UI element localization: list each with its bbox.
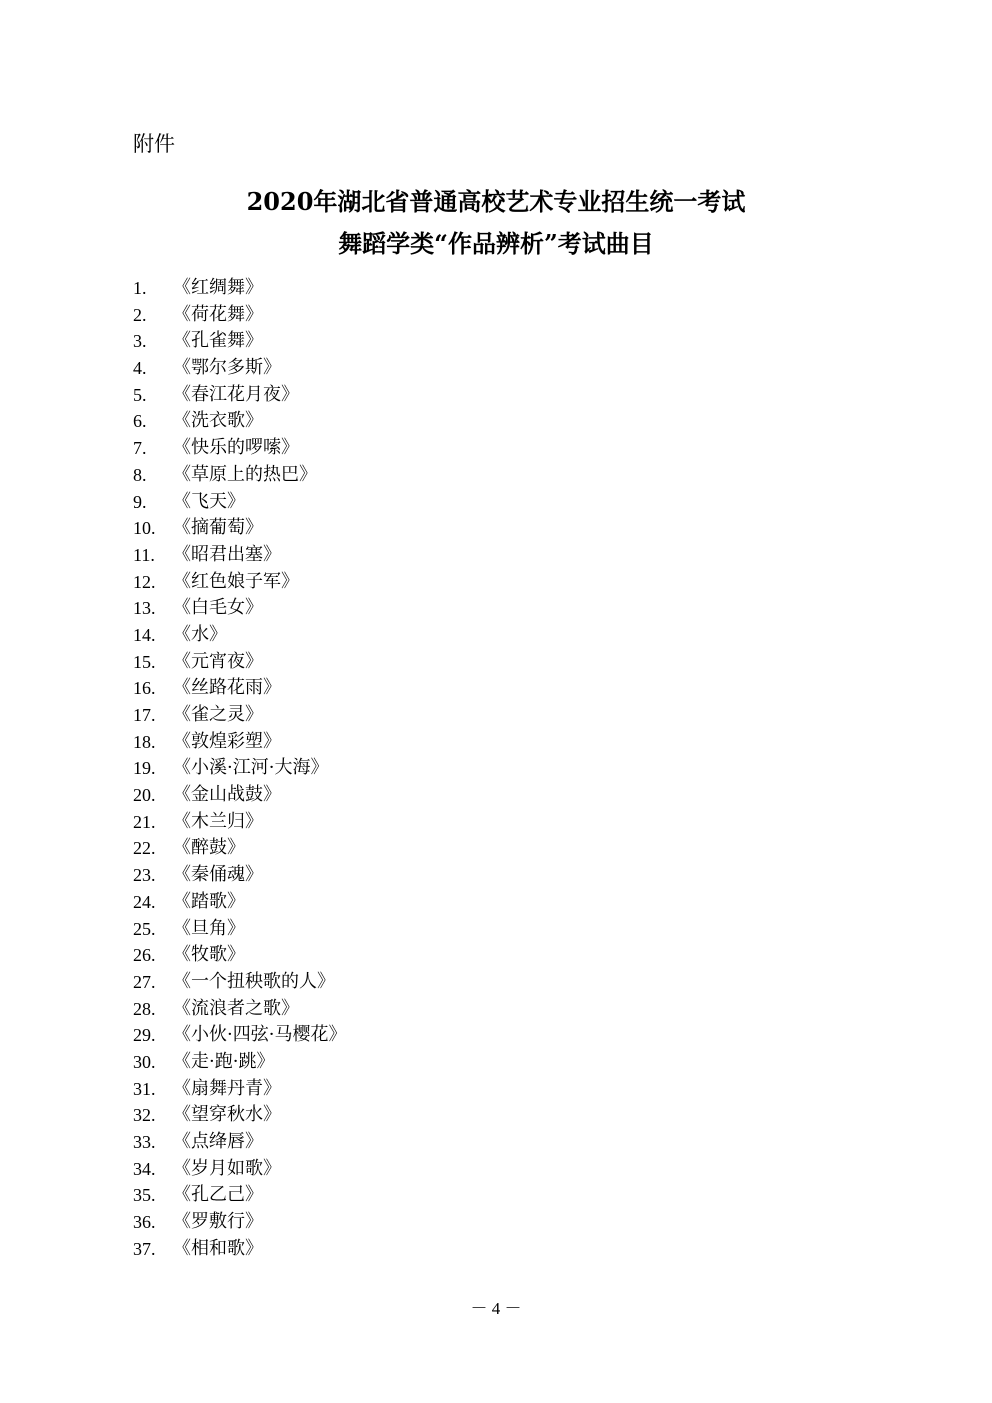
list-item <box>133 1076 346 1103</box>
list-item <box>133 942 346 969</box>
list-item-title: 《走·跑·跳》 <box>173 1050 275 1072</box>
list-item-number: 15. <box>133 651 156 672</box>
list-item-number: 5. <box>133 384 147 405</box>
list-item <box>133 408 346 435</box>
list-item-title: 《昭君出塞》 <box>173 543 281 565</box>
list-item <box>133 1156 346 1183</box>
list-item-number: 7. <box>133 438 147 459</box>
list-item-number: 3. <box>133 331 147 352</box>
attachment-label: 附件 <box>133 132 175 156</box>
list-item <box>133 1049 346 1076</box>
list-item <box>133 1236 346 1263</box>
list-item-number: 19. <box>133 758 156 779</box>
list-item <box>133 996 346 1023</box>
list-item <box>133 569 346 596</box>
list-item-title: 《相和歌》 <box>173 1237 263 1259</box>
list-item-number: 4. <box>133 358 147 379</box>
list-item <box>133 275 346 302</box>
list-item <box>133 889 346 916</box>
list-item <box>133 355 346 382</box>
list-item-title: 《扇舞丹青》 <box>173 1077 281 1099</box>
list-item-number: 12. <box>133 571 156 592</box>
list-item-title: 《岁月如歌》 <box>173 1157 281 1179</box>
list-item-number: 36. <box>133 1212 156 1233</box>
list-item <box>133 1129 346 1156</box>
list-item-title: 《木兰归》 <box>173 810 263 832</box>
list-item-title: 《雀之灵》 <box>173 704 263 725</box>
list-item-number: 21. <box>133 811 156 832</box>
list-item-number: 32. <box>133 1105 156 1126</box>
program-list <box>133 275 346 1262</box>
list-item-number: 23. <box>133 865 156 886</box>
list-item-title: 《鄂尔多斯》 <box>173 357 281 379</box>
list-item-number: 27. <box>133 971 156 992</box>
list-item-number: 31. <box>133 1078 156 1099</box>
list-item <box>133 969 346 996</box>
list-item-title: 《秦俑魂》 <box>173 864 263 886</box>
list-item-number: 1. <box>133 278 147 298</box>
document-title-line-1: 2020年湖北省普通高校艺术专业招生统一考试 <box>246 187 746 216</box>
list-item-title: 《点绛唇》 <box>173 1131 263 1152</box>
list-item <box>133 782 346 809</box>
list-item-number: 9. <box>133 491 147 512</box>
page-number: － 4 － <box>470 1299 522 1318</box>
list-item-number: 33. <box>133 1132 156 1152</box>
list-item-number: 17. <box>133 705 156 725</box>
list-item-title: 《流浪者之歌》 <box>173 997 299 1019</box>
list-item-title: 《丝路花雨》 <box>173 677 281 699</box>
list-item <box>133 729 346 756</box>
list-item <box>133 649 346 676</box>
list-item <box>133 542 346 569</box>
list-item-number: 10. <box>133 518 156 539</box>
list-item-number: 37. <box>133 1238 156 1259</box>
list-item <box>133 515 346 542</box>
list-item <box>133 755 346 782</box>
list-item <box>133 1209 346 1236</box>
list-item-number: 34. <box>133 1158 156 1179</box>
list-item <box>133 675 346 702</box>
list-item-title: 《飞天》 <box>173 490 245 512</box>
list-item-title: 《旦角》 <box>173 917 245 939</box>
list-item-title: 《金山战鼓》 <box>173 784 281 806</box>
list-item-title: 《望穿秋水》 <box>173 1104 281 1126</box>
list-item <box>133 1102 346 1129</box>
list-item-number: 18. <box>133 731 156 752</box>
list-item <box>133 835 346 862</box>
list-item-number: 35. <box>133 1185 156 1206</box>
list-item-title: 《小伙·四弦·马樱花》 <box>173 1024 347 1046</box>
list-item-title: 《摘葡萄》 <box>173 517 263 539</box>
list-item <box>133 435 346 462</box>
list-item-number: 22. <box>133 838 156 859</box>
list-item-title: 《荷花舞》 <box>173 303 263 325</box>
list-item-title: 《白毛女》 <box>173 597 263 619</box>
list-item <box>133 382 346 409</box>
list-item <box>133 489 346 516</box>
list-item <box>133 1182 346 1209</box>
list-item-number: 24. <box>133 891 156 912</box>
list-item-title: 《踏歌》 <box>173 890 245 912</box>
list-item-number: 16. <box>133 678 156 699</box>
list-item-title: 《醉鼓》 <box>173 837 245 859</box>
list-item-title: 《草原上的热巴》 <box>173 463 317 485</box>
list-item-number: 28. <box>133 998 156 1019</box>
list-item-number: 13. <box>133 598 156 619</box>
list-item-title: 《孔雀舞》 <box>173 330 263 352</box>
list-item-number: 26. <box>133 945 156 966</box>
list-item-title: 《洗衣歌》 <box>173 410 263 432</box>
list-item <box>133 302 346 329</box>
list-item <box>133 328 346 355</box>
list-item-title: 《牧歌》 <box>173 944 245 966</box>
list-item-number: 20. <box>133 785 156 806</box>
list-item-title: 《水》 <box>173 623 227 645</box>
list-item-title: 《快乐的啰嗦》 <box>173 437 299 459</box>
list-item-title: 《罗敷行》 <box>173 1211 263 1233</box>
list-item <box>133 702 346 729</box>
list-item-title: 《春江花月夜》 <box>173 383 299 405</box>
list-item-title: 《红色娘子军》 <box>173 570 299 592</box>
list-item-number: 14. <box>133 624 156 645</box>
document-title-line-2: 舞蹈学类“作品辨析”考试曲目 <box>338 229 654 258</box>
list-item-title: 《敦煌彩塑》 <box>173 730 281 752</box>
list-item-number: 2. <box>133 304 147 325</box>
list-item-number: 11. <box>133 544 155 565</box>
list-item-number: 8. <box>133 464 147 485</box>
list-item-title: 《孔乙己》 <box>173 1184 263 1206</box>
list-item-number: 25. <box>133 918 156 939</box>
list-item-number: 30. <box>133 1051 156 1072</box>
list-item <box>133 1022 346 1049</box>
list-item <box>133 622 346 649</box>
list-item <box>133 916 346 943</box>
list-item-title: 《元宵夜》 <box>173 650 263 672</box>
list-item <box>133 862 346 889</box>
list-item-number: 29. <box>133 1025 156 1046</box>
list-item <box>133 462 346 489</box>
list-item <box>133 809 346 836</box>
list-item-title: 《一个扭秧歌的人》 <box>173 970 335 992</box>
list-item-title: 《小溪·江河·大海》 <box>173 757 329 779</box>
list-item <box>133 595 346 622</box>
list-item-title: 《红绸舞》 <box>173 277 263 298</box>
list-item-number: 6. <box>133 411 147 432</box>
